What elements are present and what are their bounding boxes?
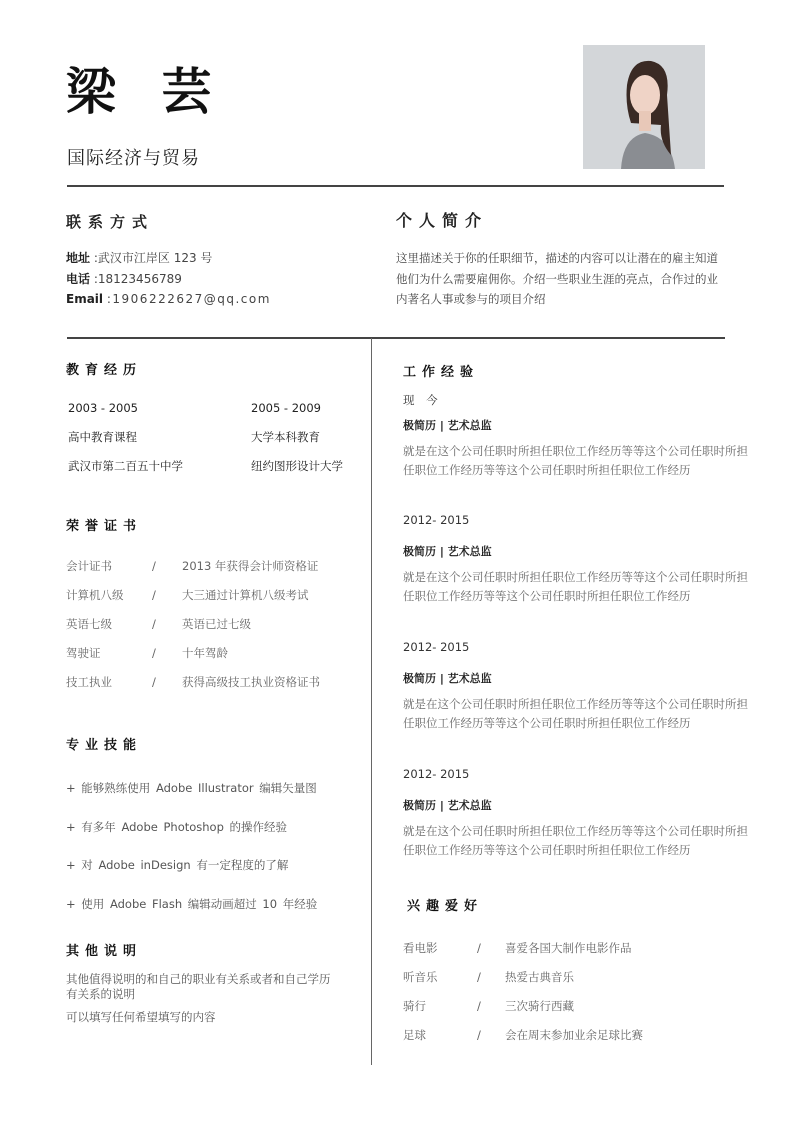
job-title: 极简历 | 艺术总监 bbox=[403, 545, 492, 558]
separator: / bbox=[152, 588, 156, 602]
intro-text: 这里描述关于你的任职细节，描述的内容可以让潜在的雇主知道他们为什么需要雇佣你。介绍一些职业生涯的亮点，合作过的业内著名人事或参与的项目介绍 bbox=[396, 251, 718, 306]
job-period: 2012- 2015 bbox=[403, 513, 470, 527]
phone: :18123456789 bbox=[93, 271, 182, 286]
honor-desc: 十年驾龄 bbox=[182, 646, 228, 660]
job-desc: 就是在这个公司任职时所担任职位工作经历等等这个公司任职时所担任职位工作经历等等这个公司任职时所担任职位工作经历 bbox=[403, 570, 748, 603]
job-title: 极简历 | 艺术总监 bbox=[403, 672, 492, 685]
job-entry bbox=[403, 766, 749, 860]
column-divider bbox=[371, 338, 372, 1065]
edu-school: 纽约图形设计大学 bbox=[251, 459, 343, 473]
hobbies-list bbox=[403, 934, 749, 1050]
other-line: 其他值得说明的和自己的职业有关系或者和自己学历有关系的说明 bbox=[66, 972, 331, 1001]
skill-item: + 对 Adobe inDesign 有一定程度的了解 bbox=[66, 858, 289, 872]
honor-name: 会计证书 bbox=[66, 559, 112, 573]
hobby-name: 看电影 bbox=[403, 941, 438, 955]
job-desc: 就是在这个公司任职时所担任职位工作经历等等这个公司任职时所担任职位工作经历等等这个公司任职时所担任职位工作经历 bbox=[403, 697, 748, 730]
job-entry bbox=[403, 512, 749, 606]
honor-item bbox=[66, 610, 362, 639]
hobby-name: 听音乐 bbox=[403, 970, 438, 984]
job-period: 2012- 2015 bbox=[403, 767, 470, 781]
hobbies-heading: 兴趣爱好 bbox=[407, 899, 484, 914]
separator: / bbox=[477, 1028, 481, 1042]
job-period: 2012- 2015 bbox=[403, 640, 470, 654]
hobby-item bbox=[403, 992, 749, 1021]
edu-period: 2003 - 2005 bbox=[68, 401, 138, 415]
contact-heading: 联系方式 bbox=[66, 213, 155, 231]
skill-item: + 使用 Adobe Flash 编辑动画超过 10 年经验 bbox=[66, 896, 318, 911]
skill-item: + 有多年 Adobe Photoshop 的操作经验 bbox=[66, 819, 288, 834]
honor-item bbox=[66, 639, 362, 668]
separator: / bbox=[152, 646, 156, 660]
education-col-2 bbox=[251, 394, 362, 481]
contact-section bbox=[66, 212, 376, 310]
email-label: Email bbox=[66, 292, 104, 306]
job-desc: 就是在这个公司任职时所担任职位工作经历等等这个公司任职时所担任职位工作经历等等这个公司任职时所担任职位工作经历 bbox=[403, 444, 748, 477]
hobby-desc: 热爱古典音乐 bbox=[505, 970, 574, 984]
intro-heading: 个人简介 bbox=[396, 211, 489, 230]
education-grid bbox=[66, 394, 362, 481]
education-col-1 bbox=[68, 394, 251, 481]
job-title: 极简历 | 艺术总监 bbox=[403, 419, 492, 432]
honor-desc: 英语已过七级 bbox=[182, 617, 251, 631]
honors-heading: 荣誉证书 bbox=[66, 519, 143, 534]
header-divider bbox=[67, 185, 724, 187]
job-entry bbox=[403, 392, 749, 480]
address: :武汉市江岸区 123 号 bbox=[93, 251, 213, 265]
separator: / bbox=[477, 970, 481, 984]
job-title: 国际经济与贸易 bbox=[67, 148, 200, 169]
edu-course: 大学本科教育 bbox=[251, 430, 320, 444]
job-entry bbox=[403, 639, 749, 733]
other-line: 可以填写任何希望填写的内容 bbox=[66, 1010, 216, 1024]
honor-name: 英语七级 bbox=[66, 617, 112, 631]
hobby-item bbox=[403, 934, 749, 963]
profile-photo bbox=[583, 45, 705, 169]
separator: / bbox=[477, 941, 481, 955]
hobby-item bbox=[403, 1021, 749, 1050]
phone-label: 电话 bbox=[66, 271, 91, 286]
honor-desc: 2013 年获得会计师资格证 bbox=[182, 559, 319, 573]
hobby-name: 骑行 bbox=[403, 999, 426, 1013]
job-desc: 就是在这个公司任职时所担任职位工作经历等等这个公司任职时所担任职位工作经历等等这个公司任职时所担任职位工作经历 bbox=[403, 824, 748, 857]
honor-name: 计算机八级 bbox=[66, 588, 124, 602]
honor-item bbox=[66, 581, 362, 610]
hobby-desc: 三次骑行西藏 bbox=[505, 999, 574, 1013]
email[interactable]: :1906222627@qq.com bbox=[106, 292, 271, 306]
left-column bbox=[66, 338, 362, 1025]
work-heading: 工作经验 bbox=[403, 365, 480, 380]
skills-list bbox=[66, 769, 362, 923]
separator: / bbox=[477, 999, 481, 1013]
honor-desc: 大三通过计算机八级考试 bbox=[182, 588, 309, 602]
edu-course: 高中教育课程 bbox=[68, 430, 137, 444]
candidate-name: 梁 芸 bbox=[66, 63, 226, 121]
job-title: 极简历 | 艺术总监 bbox=[403, 799, 492, 812]
intro-section bbox=[396, 211, 726, 310]
separator: / bbox=[152, 675, 156, 689]
honor-item bbox=[66, 668, 362, 697]
address-label: 地址 bbox=[66, 251, 91, 265]
hobby-item bbox=[403, 963, 749, 992]
separator: / bbox=[152, 617, 156, 631]
job-period: 现 今 bbox=[403, 393, 442, 407]
honor-desc: 获得高级技工执业资格证书 bbox=[182, 675, 320, 689]
honor-item bbox=[66, 552, 362, 581]
edu-school: 武汉市第二百五十中学 bbox=[68, 459, 183, 473]
education-heading: 教育经历 bbox=[66, 363, 143, 378]
honor-name: 驾驶证 bbox=[66, 646, 101, 660]
honor-name: 技工执业 bbox=[66, 675, 112, 689]
edu-period: 2005 - 2009 bbox=[251, 401, 321, 415]
skills-heading: 专业技能 bbox=[66, 738, 143, 753]
other-heading: 其他说明 bbox=[66, 944, 143, 959]
hobby-desc: 喜爱各国大制作电影作品 bbox=[505, 941, 632, 955]
contact-info bbox=[66, 248, 376, 310]
hobby-desc: 会在周末参加业余足球比赛 bbox=[505, 1028, 643, 1042]
skill-item: + 能够熟练使用 Adobe Illustrator 编辑矢量图 bbox=[66, 781, 317, 795]
separator: / bbox=[152, 559, 156, 573]
hobby-name: 足球 bbox=[403, 1028, 426, 1042]
right-column bbox=[403, 338, 749, 1050]
honors-list bbox=[66, 552, 362, 697]
